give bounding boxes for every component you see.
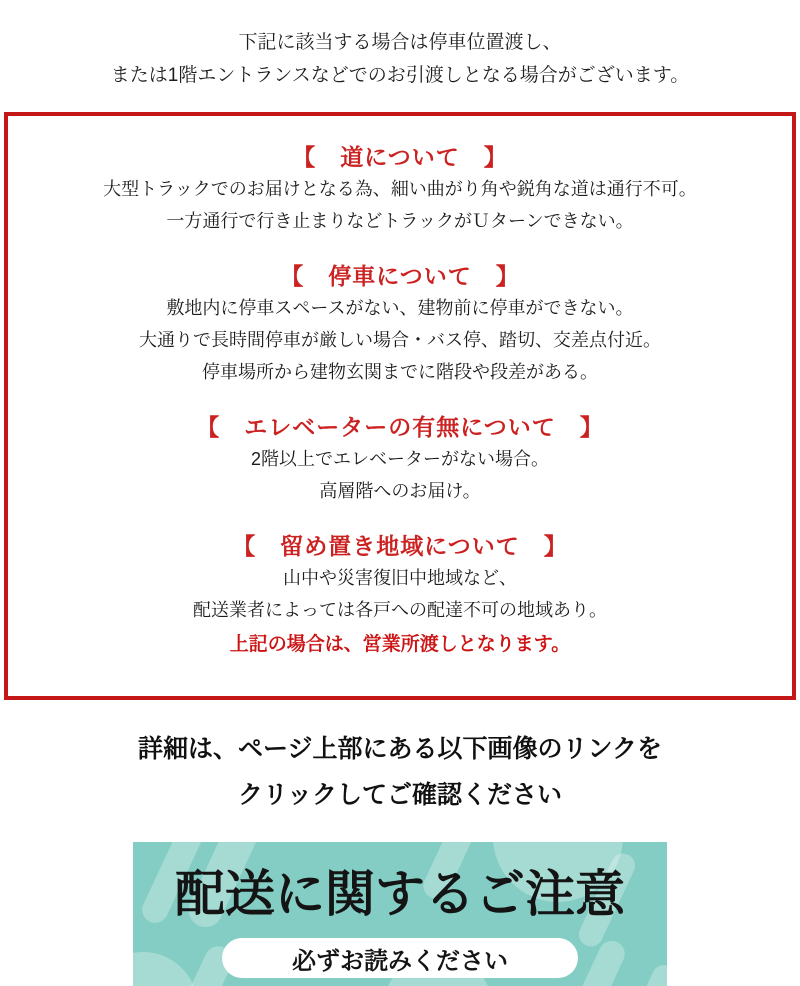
- footer-instruction-line-2: クリックしてご確認ください: [237, 781, 562, 809]
- section-line: 停車場所から建物玄関までに階段や段差がある。: [202, 362, 598, 382]
- section-line: 高層階へのお届け。: [319, 481, 481, 501]
- section-line: 大通りで長時間停車が厳しい場合・バス停、踏切、交差点付近。: [139, 330, 661, 350]
- section-line: 一方通行で行き止まりなどトラックがＵターンできない。: [166, 211, 634, 231]
- section-heading-parking: 【 停車について 】: [280, 263, 520, 289]
- section-line: 2階以上でエレベーターがない場合。: [250, 449, 549, 469]
- footer-instruction: [0, 726, 800, 818]
- footer-instruction-line-1: 詳細は、ページ上部にある以下画像のリンクを: [137, 735, 662, 763]
- banner-read-me-button[interactable]: 必ずお読みください: [222, 938, 578, 978]
- notice-box: [4, 112, 796, 700]
- intro-line-1: 下記に該当する場合は停車位置渡し、: [238, 32, 562, 53]
- section-heading-holding-area: 【 留め置き地域について 】: [232, 533, 568, 559]
- section-line: 大型トラックでのお届けとなる為、細い曲がり角や鋭角な道は通行不可。: [103, 179, 697, 199]
- section-line: 敷地内に停車スペースがない、建物前に停車ができない。: [166, 298, 634, 318]
- warning-text: 上記の場合は、営業所渡しとなります。: [229, 634, 571, 655]
- banner-title: 配送に関するご注意: [175, 866, 625, 922]
- delivery-caution-banner-link[interactable]: [133, 842, 667, 986]
- intro-line-2: または1階エントランスなどでのお引渡しとなる場合がございます。: [110, 65, 690, 86]
- section-heading-road: 【 道について 】: [292, 144, 508, 170]
- section-line: 配送業者によっては各戸への配達不可の地域あり。: [193, 600, 607, 620]
- banner-decor-shape: [620, 961, 667, 986]
- intro-paragraph: [0, 0, 800, 92]
- banner-decor-shape: [133, 952, 198, 986]
- section-heading-elevator: 【 エレベーターの有無について 】: [196, 414, 604, 440]
- section-line: 山中や災害復旧中地域など、: [283, 568, 517, 588]
